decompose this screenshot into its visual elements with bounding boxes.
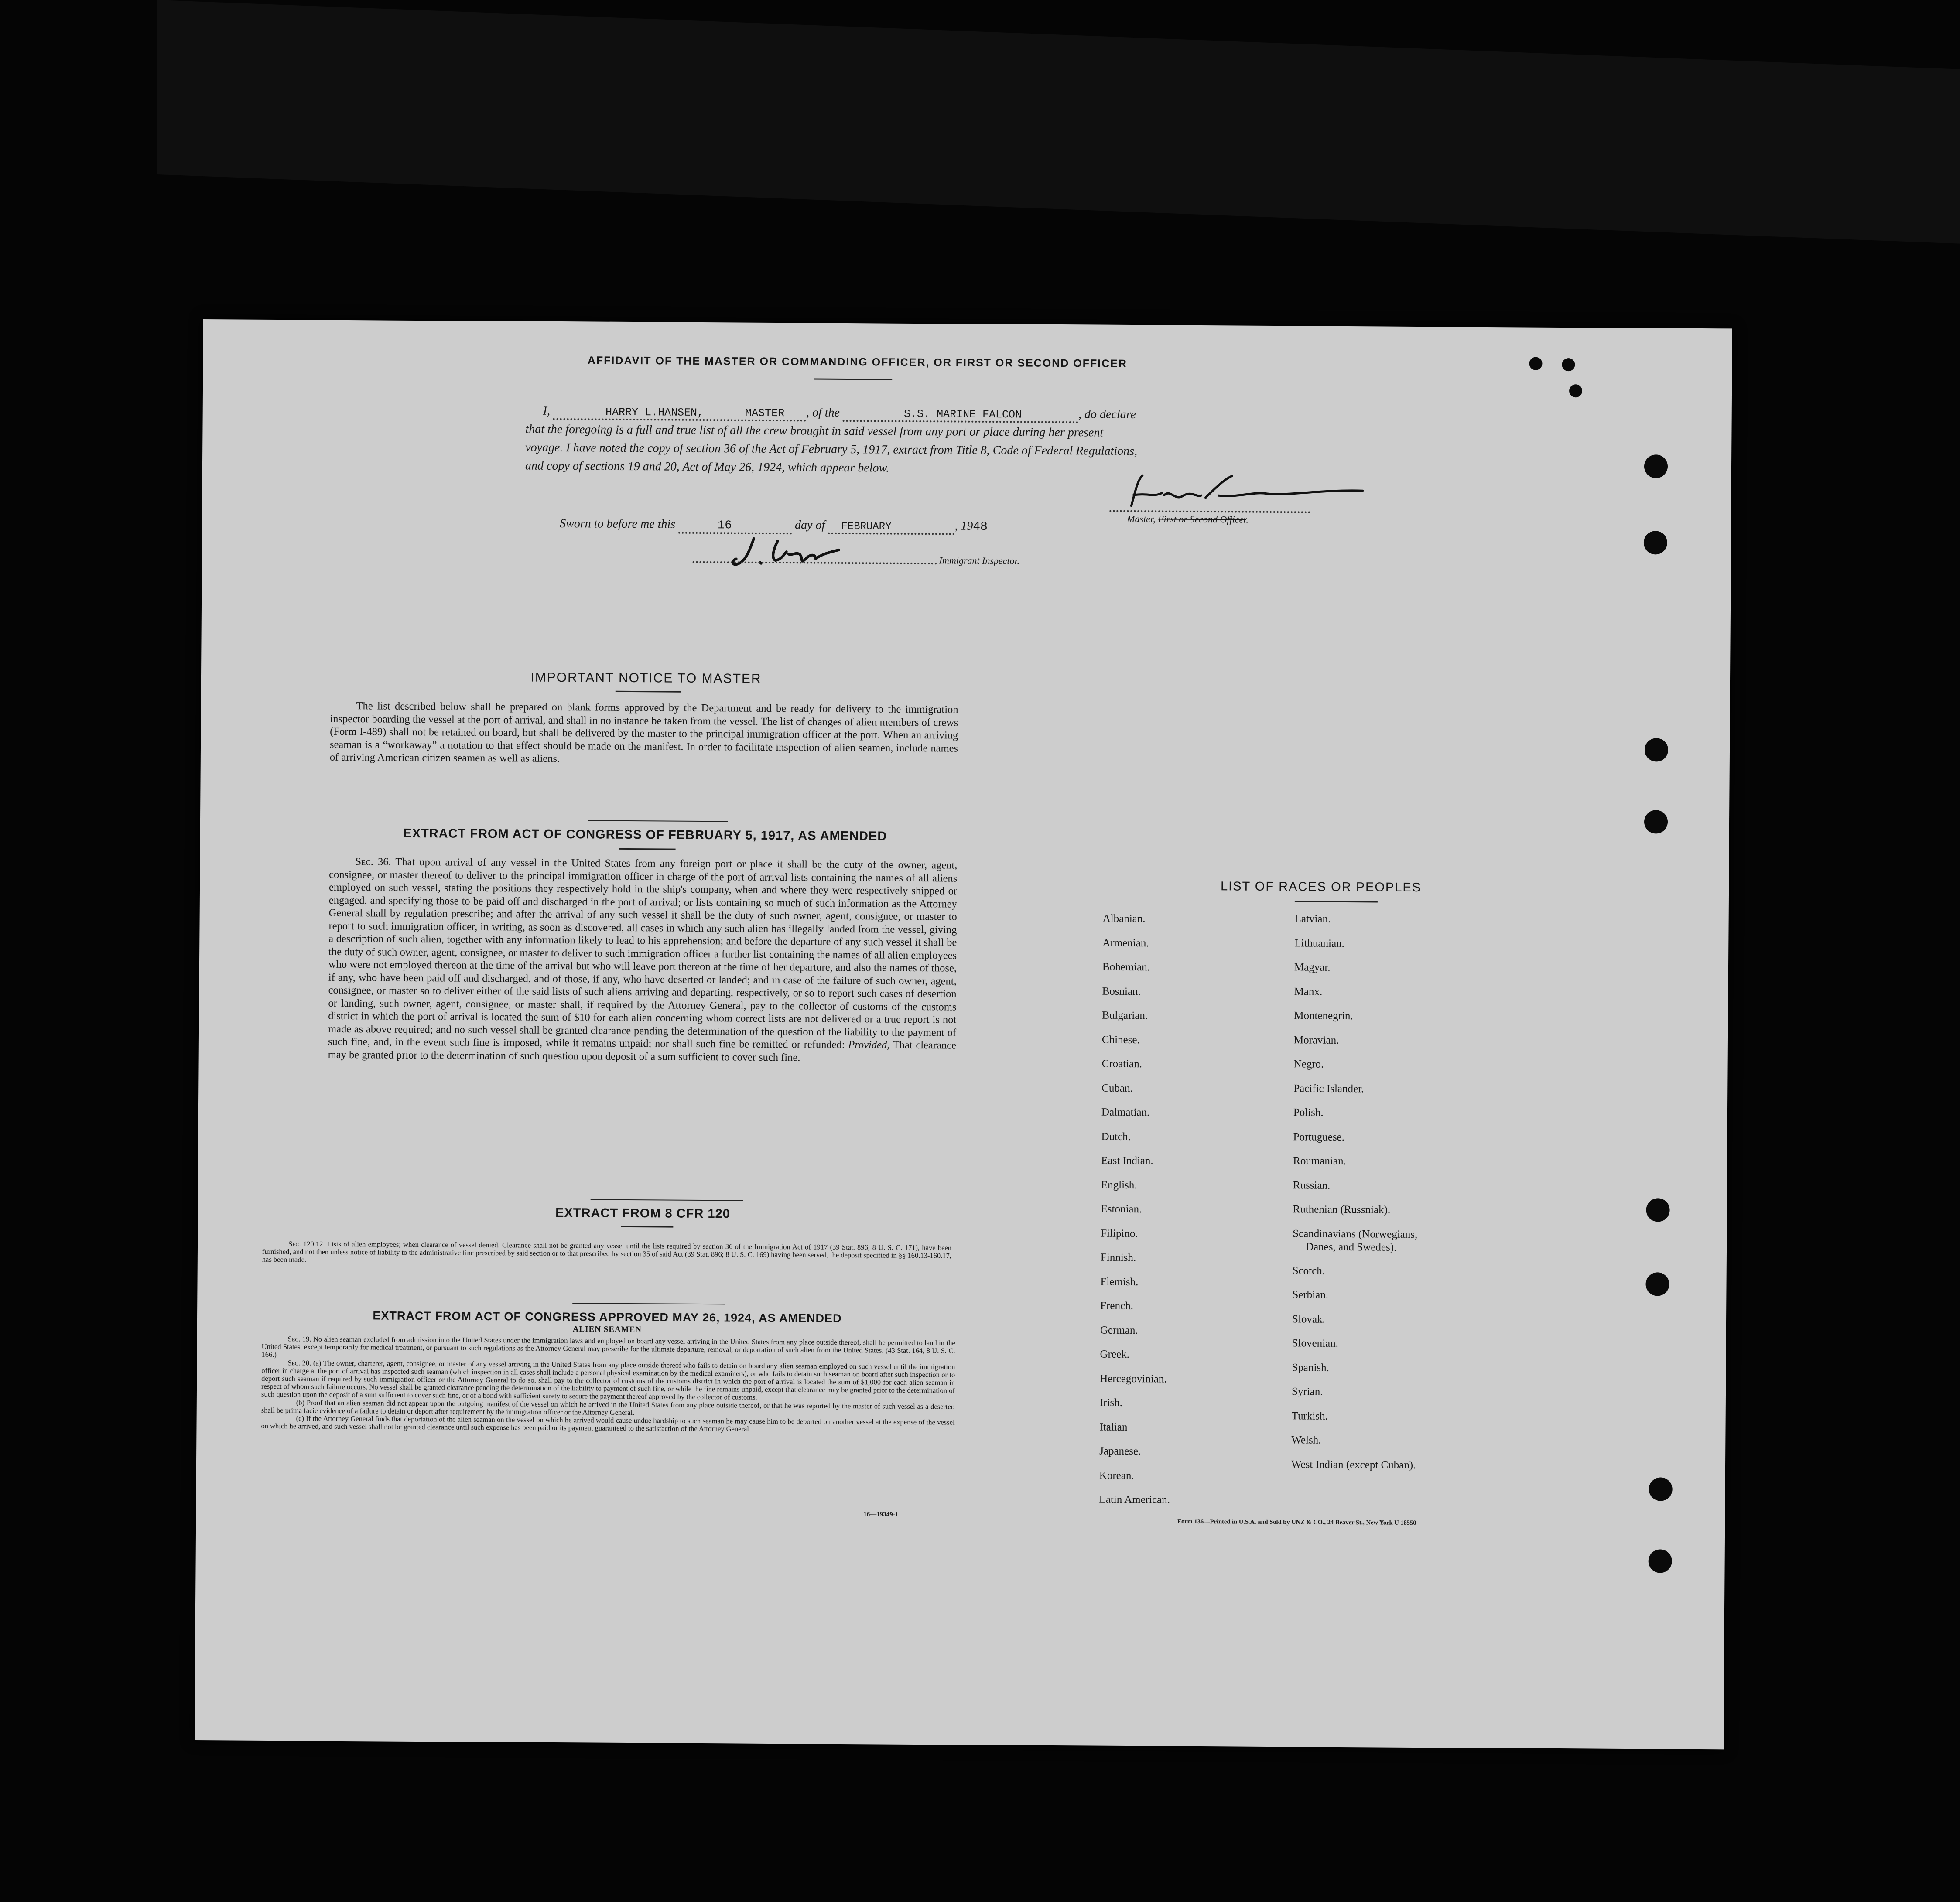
punch-hole [1645,1272,1669,1296]
inspector-label: Immigrant Inspector. [939,555,1020,567]
race-item: Danes, and Swedes). [1305,1240,1397,1253]
section-divider [588,820,728,822]
punch-hole [1529,357,1542,370]
notice-title-rule [616,691,681,693]
sec-120-text: Lists of alien employees; when clearance of vessel denied. Clearance shall not be granted any vessel until the lists required by section 36 of the Immigration Act of 1917 (39 Stat. 896; 8 U. S. C. 171), have been furnished, and not then unless notice of liability to the administrative fine prescribed by said section or to that prescribed by section 35 of said Act (39 Stat. 896; 8 U. S. C. 169) having been served, the deposit specified in §§ 160.13-160.17, has been made. [262,1240,952,1264]
race-item: Russian. [1293,1179,1331,1192]
caption-period: . [1246,514,1249,525]
extract-1917-rule [619,848,676,850]
races-title: LIST OF RACES OR PEOPLES [1220,879,1422,895]
race-item: Irish. [1099,1397,1123,1409]
race-item: Spanish. [1292,1361,1329,1374]
affidavit-line-3: voyage. I have noted the copy of section 36 of the Act of February 5, 1917, extract from Title 8, Code of Federal Regulations, [525,440,1138,458]
affidavit-line-2: that the foregoing is a full and true list of all the crew brought in said vessel from any port or place during her present [525,422,1104,440]
printer-footer: Form 136—Printed in U.S.A. and Sold by UNZ & CO., 24 Beaver St., New York U 18550 [1177,1518,1416,1527]
sec-20-label: Sec. 20. [287,1358,311,1367]
extract-1924-title: EXTRACT FROM ACT OF CONGRESS APPROVED MAY 26, 1924, AS AMENDED [373,1309,842,1325]
race-item: West Indian (except Cuban). [1291,1458,1416,1471]
race-item: Serbian. [1292,1289,1329,1301]
master-name-field [553,406,806,422]
vessel-field [843,407,1078,423]
master-rank: MASTER [745,406,785,420]
document-page [195,319,1732,1749]
punch-hole [1649,1549,1672,1573]
race-item: Latvian. [1294,913,1331,925]
master-name: HARRY L.HANSEN, [605,406,704,420]
title-rule [814,379,892,380]
extract-1917-text [328,855,958,1065]
cfr-text [262,1240,951,1268]
vessel-name: S.S. MARINE FALCON [903,407,1022,421]
race-item: Montenegrin. [1294,1010,1353,1022]
race-item: Chinese. [1101,1034,1140,1046]
year-prefix: , 19 [954,519,973,533]
race-item: Scotch. [1292,1264,1325,1277]
punch-hole [1645,738,1668,761]
race-item: Negro. [1293,1058,1324,1070]
sec-19-text: No alien seaman excluded from admission into the United States under the immigration laws and employed on board any vessel arriving in the United States from any place outside thereof, shall be permitted to land in the United States, except temporarily for medical treatment, or pursuant to such regulations as the Attorney General may prescribe for the ultimate departure, removal, or deportation of such alien from the United States. (43 Stat. 164, 8 U. S. C. 166.) [261,1335,955,1359]
race-item: Slovenian. [1292,1337,1339,1349]
race-item: Flemish. [1100,1276,1139,1288]
race-item: Dalmatian. [1101,1106,1150,1119]
race-item: Turkish. [1291,1410,1328,1422]
race-item: Armenian. [1102,937,1149,949]
race-item: Portuguese. [1293,1130,1345,1143]
race-item: Cuban. [1101,1082,1133,1094]
master-signature [1122,471,1367,516]
race-item: Croatian. [1101,1058,1142,1070]
sec-36-text-end: That clearance may be granted prior to the determination of such question upon deposit of a sum sufficient to cover such fine. [328,1039,956,1063]
race-item: Italian [1099,1421,1128,1433]
race-item: Bohemian. [1102,961,1150,973]
sec-20-paragraph [261,1359,955,1403]
extract-1924-subtitle: ALIEN SEAMEN [572,1325,642,1335]
of-the-label: , of the [806,406,840,420]
race-item: Lithuanian. [1294,937,1344,949]
notice-title: IMPORTANT NOTICE TO MASTER [530,670,762,686]
race-item: Finnish. [1100,1251,1136,1264]
race-item: French. [1100,1300,1133,1312]
race-item: Greek. [1100,1348,1129,1361]
race-item: Pacific Islander. [1293,1082,1364,1095]
section-divider [591,1199,743,1201]
race-item: English. [1101,1179,1137,1191]
form-code: 16—19349-1 [863,1511,899,1518]
race-item: Scandinavians (Norwegians, [1293,1227,1418,1240]
race-item: Manx. [1294,985,1323,998]
race-item: Japanese. [1099,1445,1141,1458]
cfr-title: EXTRACT FROM 8 CFR 120 [555,1205,730,1221]
races-title-rule [1295,901,1378,902]
affidavit-line-4: and copy of sections 19 and 20, Act of May 26, 1924, which appear below. [525,459,889,475]
extract-1917-title: EXTRACT FROM ACT OF CONGRESS OF FEBRUARY 5, 1917, AS AMENDED [403,826,887,843]
notice-text: The list described below shall be prepared on blank forms approved by the Department and be ready for delivery to the immigration inspector boarding the vessel at the port of arrival, and shall in no instance be taken from the vessel. The list of changes of alien members of crews (Form I-489) shall not be retained on board, but shall be delivered by the master to the principal immigration officer at the port. When an arriving seaman is a “workaway” a notation to that effect should be made on the manifest. In order to facilitate inspection of alien seamen, include names of arriving American citizen seamen as well as aliens. [329,700,958,765]
sec-20-text: (a) The owner, charterer, agent, consignee, or master of any vessel arriving in the United States from any place outside thereof who fails to detain on board any alien seaman employed on such vessel until the immigration officer in charge at the port of arrival has inspected such seaman (which inspection in all cases shall include a personal physical examination by the medical examiners), or who fails to detain such seaman on board after such inspection or to deport such seaman if required by such immigration officer or the Attorney General to do so, shall pay to the collector of customs of the customs district in which the port of arrival is located the sum of $1,000 for each alien seaman in respect of whom such failure occurs. No vessel shall be granted clearance pending the determination of the liability to payment of such fine, or while the fine remains unpaid, except that clearance may be granted prior to the determination of such question upon the deposit of a sum sufficient to cover such fine, or of a bond with sufficient surety to secure the payment thereof approved by the collector of customs. [261,1359,955,1402]
sworn-year: 48 [973,520,988,534]
extract-1924-text [261,1335,955,1434]
race-item: Bosnian. [1102,985,1141,997]
races-right-column [1291,913,1420,1483]
race-item: Korean. [1099,1469,1134,1482]
sworn-day: 16 [717,519,732,533]
race-item: Magyar. [1294,961,1331,973]
inspector-signature [729,532,861,572]
race-item: Estonian. [1101,1203,1142,1216]
punch-hole [1644,531,1667,554]
race-item: Bulgarian. [1102,1009,1148,1022]
race-item: Albanian. [1102,912,1146,925]
race-item: Welsh. [1291,1434,1321,1446]
sec-36-label: Sec. 36. [355,856,391,868]
race-item: Polish. [1293,1106,1324,1119]
do-declare-label: , do declare [1078,407,1136,422]
punch-hole [1569,384,1582,397]
race-item: Latin American. [1099,1493,1170,1506]
races-left-column [1099,913,1173,1518]
caption-struck-officer: First or Second Officer [1158,513,1246,525]
sec-120-label: Sec. 120.12. [288,1240,325,1248]
caption-master: Master, [1127,513,1156,525]
affidavit-title: AFFIDAVIT OF THE MASTER OR COMMANDING OFFICER, OR FIRST OR SECOND OFFICER [587,354,1128,370]
cfr-title-rule [621,1226,673,1228]
sec-20c-paragraph: (c) If the Attorney General finds that deportation of the alien seaman on the vessel on which he arrived would cause undue hardship to such seaman he may cause him to be deported on another vessel at the expense of the vessel on which he arrived, and such vessel shall not be granted clearance until such expense has been paid or its payment guaranteed to the satisfaction of the Attorney General. [261,1414,955,1433]
punch-hole [1644,454,1668,478]
punch-hole [1649,1477,1673,1501]
race-item: Syrian. [1291,1386,1323,1398]
sec-36-text: That upon arrival of any vessel in the United States from any foreign port or place it shall be the duty of the owner, agent, consignee, or master thereof to deliver to the principal immigration officer in charge of the port of arrival lists containing the names of all aliens employed on such vessel, stating the positions they respectively hold in the ship's company, when and where they were respectively shipped or engaged, and specifying those to be paid off and discharged in the port of arrival; or lists containing so much of such information as the Attorney General shall by regulation prescribe; and after the arrival of any such vessel it shall be the duty of such owner, agent, consignee, or master to report to such immigration officer, in writing, as soon as discovered, all cases in which any such alien has illegally landed from the vessel, giving a description of such alien, together with any information likely to lead to his apprehension; and before the departure of any such vessel it shall be the duty of such owner, agent, consignee, or master to deliver to such immigration officer a further list containing the names of all alien employees who were not employed thereon at the time of the arrival but who will leave port thereon at the time of her departure, and also the names of those, if any, who have been paid off and discharged, and of those, if any, who have deserted or landed; and in case of the failure of such owner, agent, consignee, or master so to deliver either of the said lists of such aliens arriving and departing, respectively, or so to report such cases of desertion or landing, such owner, agent, consignee, or master shall, if required by the Attorney General, pay to the collector of customs of the customs district in which the port of arrival is located the sum of $10 for each alien concerning whom correct lists are not delivered or a true report is not made as above required; and no such vessel shall be granted clearance pending the determination of the question of the liability to the payment of such fine, and, in the event such fine is imposed, while it remains unpaid; nor shall such fine be remitted or refunded: [328,856,958,1051]
i-label: I, [543,404,551,418]
race-item: Ruthenian (Russniak). [1293,1203,1391,1216]
race-item: Filipino. [1101,1227,1138,1240]
sec-19-label: Sec. 19. [287,1335,311,1343]
punch-hole [1644,810,1668,833]
race-item: Slovak. [1292,1313,1325,1325]
sec-20b-paragraph: (b) Proof that an alien seaman did not appear upon the outgoing manifest of the vessel on which he arrived in the United States from any place outside thereof, or that he was reported by the master of such vessel as a deserter, shall be prima facie evidence of a failure to detain or deport after requirement by the immigration officer or the Attorney General. [261,1398,955,1417]
race-item: Moravian. [1293,1034,1339,1046]
day-of-label: day of [795,518,825,532]
section-divider [572,1303,725,1304]
race-item: German. [1100,1324,1138,1336]
affidavit-declaration-line [543,404,1372,425]
race-item: Hercegovinian. [1100,1373,1167,1385]
race-item: Roumanian. [1293,1155,1346,1168]
race-item: East Indian. [1101,1154,1153,1167]
signature-caption [1127,513,1249,526]
race-item: Dutch. [1101,1130,1131,1143]
punch-hole [1646,1198,1669,1222]
sworn-label: Sworn to before me this [560,517,676,531]
punch-hole [1562,358,1575,371]
scan-background-edge [157,0,1960,244]
sworn-month: FEBRUARY [841,520,892,533]
provided-label: Provided, [848,1039,890,1051]
